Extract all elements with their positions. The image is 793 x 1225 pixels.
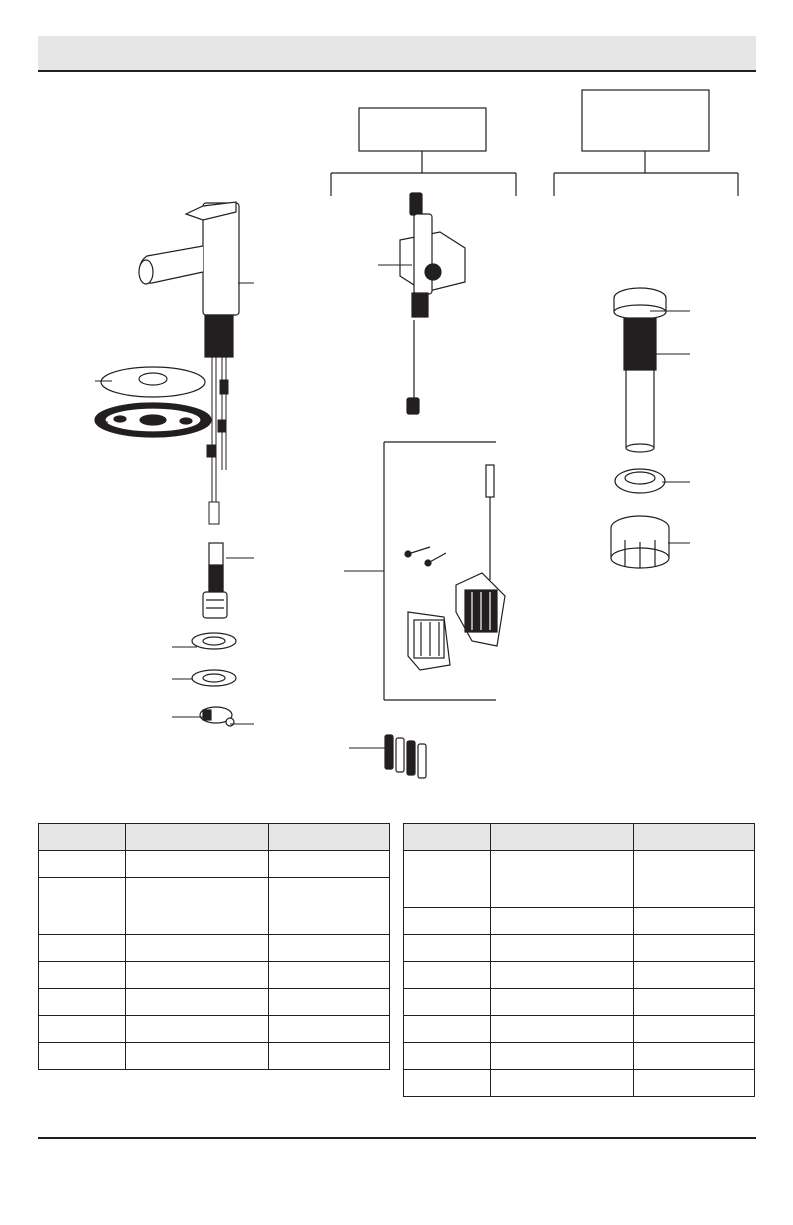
column-header <box>491 824 634 851</box>
table-cell <box>269 1016 390 1043</box>
table-row <box>404 1070 755 1097</box>
table-cell <box>634 962 755 989</box>
faucet-body <box>139 202 239 315</box>
column-header <box>404 824 491 851</box>
table-cell <box>126 935 269 962</box>
table-cell <box>634 1016 755 1043</box>
table-cell <box>39 1043 126 1070</box>
table-row <box>404 1043 755 1070</box>
column-header <box>634 824 755 851</box>
table-cell <box>269 935 390 962</box>
table-cell <box>39 935 126 962</box>
table-cell <box>269 1043 390 1070</box>
table-row <box>404 935 755 962</box>
table-row <box>404 908 755 935</box>
table-cell <box>491 935 634 962</box>
sensor-cable <box>486 465 494 580</box>
table-cell <box>39 1016 126 1043</box>
table-row <box>39 851 390 878</box>
drain-nut <box>611 516 669 568</box>
table-cell <box>404 851 491 908</box>
table-cell <box>39 962 126 989</box>
table-row <box>39 878 390 935</box>
battery-box-cover <box>408 612 450 670</box>
table-cell <box>634 1043 755 1070</box>
table-row <box>404 1016 755 1043</box>
table-cell <box>126 1016 269 1043</box>
table-row <box>404 962 755 989</box>
table-cell <box>126 878 269 935</box>
column-header <box>269 824 390 851</box>
table-cell <box>491 1016 634 1043</box>
table-row <box>404 851 755 908</box>
drain-body <box>624 318 656 452</box>
column-header <box>126 824 269 851</box>
table-header-row <box>39 824 390 851</box>
pop-up-drain-stopper <box>614 288 666 319</box>
supply-hoses <box>207 357 228 524</box>
aa-batteries <box>385 735 426 778</box>
table-cell <box>39 878 126 935</box>
table-cell <box>126 962 269 989</box>
parts-table-right <box>403 823 755 1097</box>
table-cell <box>404 989 491 1016</box>
table-cell <box>491 1043 634 1070</box>
drain-assembly <box>554 90 738 568</box>
table-cell <box>269 878 390 935</box>
table-row <box>39 962 390 989</box>
footer-rule <box>38 1137 756 1139</box>
table-cell <box>39 989 126 1016</box>
table-cell <box>126 1043 269 1070</box>
table-cell <box>126 851 269 878</box>
parts-table-left <box>38 823 390 1070</box>
table-cell <box>634 989 755 1016</box>
table-cell <box>269 962 390 989</box>
table-cell <box>491 1070 634 1097</box>
threaded-shank <box>205 315 233 357</box>
table-cell <box>404 1043 491 1070</box>
table-cell <box>404 1070 491 1097</box>
callout-box-control <box>359 108 486 151</box>
table-cell <box>404 1016 491 1043</box>
table-cell <box>39 851 126 878</box>
table-cell <box>491 851 634 908</box>
table-cell <box>404 962 491 989</box>
table-cell <box>269 851 390 878</box>
table-header-row <box>404 824 755 851</box>
table-cell <box>491 989 634 1016</box>
table-cell <box>634 908 755 935</box>
mounting-screws <box>405 547 446 566</box>
mounting-nut <box>200 707 234 726</box>
table-row <box>39 1043 390 1070</box>
solenoid-valve <box>400 193 465 414</box>
control-box-assembly <box>331 108 516 778</box>
drain-gasket <box>615 469 665 493</box>
table-cell <box>269 989 390 1016</box>
column-header <box>39 824 126 851</box>
table-cell <box>404 908 491 935</box>
battery-box <box>456 573 505 646</box>
table-cell <box>634 851 755 908</box>
table-cell <box>491 908 634 935</box>
table-row <box>39 1016 390 1043</box>
table-row <box>39 935 390 962</box>
leader-lines <box>95 265 690 748</box>
table-cell <box>634 935 755 962</box>
table-row <box>39 989 390 1016</box>
hose-connector <box>203 543 227 618</box>
callout-box-drain <box>582 90 709 151</box>
table-cell <box>126 989 269 1016</box>
faucet-assembly <box>95 202 239 726</box>
table-cell <box>491 962 634 989</box>
table-cell <box>634 1070 755 1097</box>
table-row <box>404 989 755 1016</box>
table-cell <box>404 935 491 962</box>
